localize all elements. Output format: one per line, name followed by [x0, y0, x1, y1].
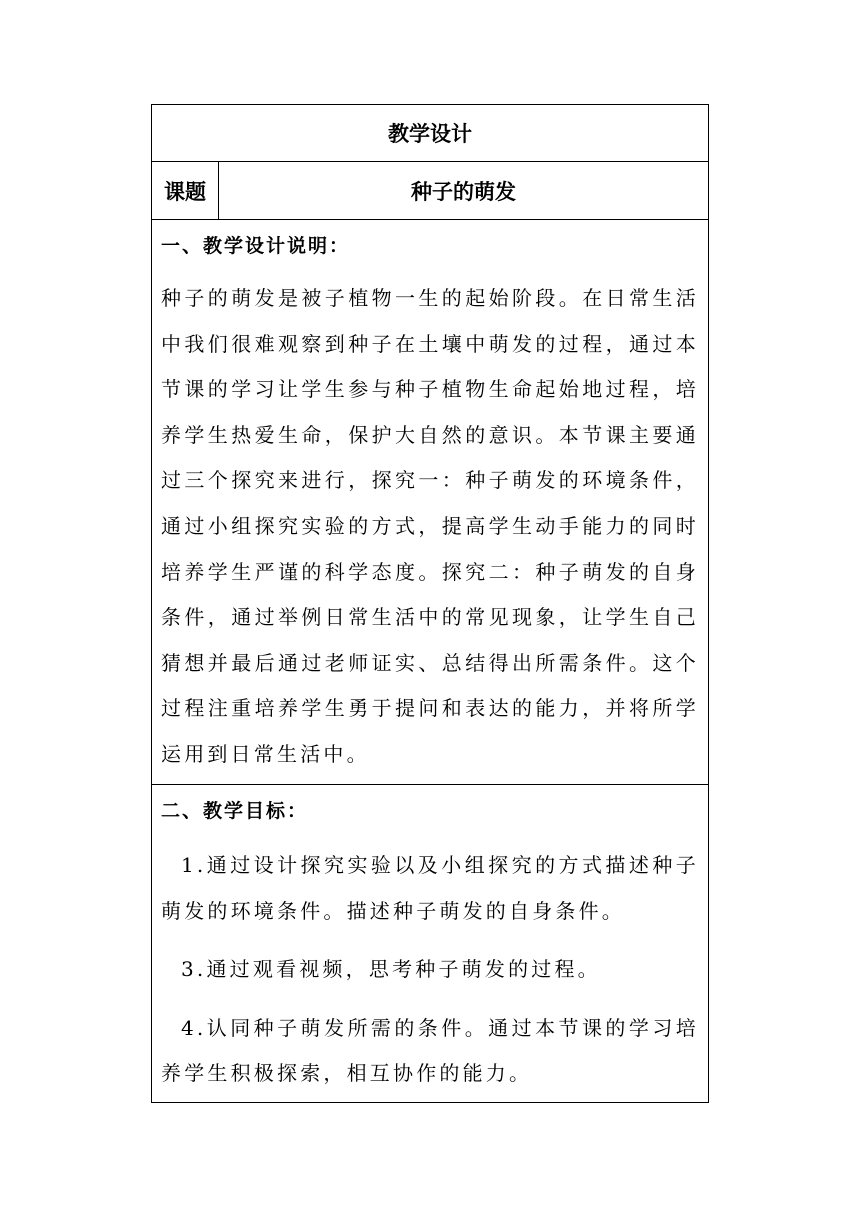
document-title: 教学设计: [388, 122, 472, 146]
topic-row: [152, 162, 708, 220]
topic-label: 课题: [164, 179, 206, 204]
objective-item: 1.通过设计探究实验以及小组探究的方式描述种子萌发的环境条件。描述种子萌发的自身条件。: [161, 853, 699, 923]
topic-value: 种子的萌发: [411, 179, 516, 204]
teaching-objectives-section: [152, 785, 708, 1102]
design-description-body: 种子的萌发是被子植物一生的起始阶段。在日常生活中我们很难观察到种子在土壤中萌发的过程，通过本节课的学习让学生参与种子植物生命起始地过程，培养学生热爱生命，保护大自然的意识。本节课主要通过三个探究来进行，探究一：种子萌发的环境条件，通过小组探究实验的方式，提高学生动手能力的同时培养学生严谨的科学态度。探究二：种子萌发的自身条件，通过举例日常生活中的常见现象，让学生自己猜想并最后通过老师证实、总结得出所需条件。这个过程注重培养学生勇于提问和表达的能力，并将所学运用到日常生活中。: [161, 286, 699, 766]
objectives-list: [161, 843, 699, 1097]
topic-label-cell: [152, 162, 219, 219]
topic-value-cell: [219, 162, 708, 219]
teaching-objectives-heading: 二、教学目标：: [161, 800, 309, 822]
title-row: [152, 105, 708, 162]
design-description-heading: 一、教学设计说明：: [161, 235, 351, 257]
objective-item: 3.通过观看视频，思考种子萌发的过程。: [181, 957, 601, 982]
objective-item: 4.认同种子萌发所需的条件。通过本节课的学习培养学生积极探索，相互协作的能力。: [161, 1015, 699, 1086]
design-description-section: [152, 220, 708, 785]
lesson-design-table: [151, 104, 709, 1103]
